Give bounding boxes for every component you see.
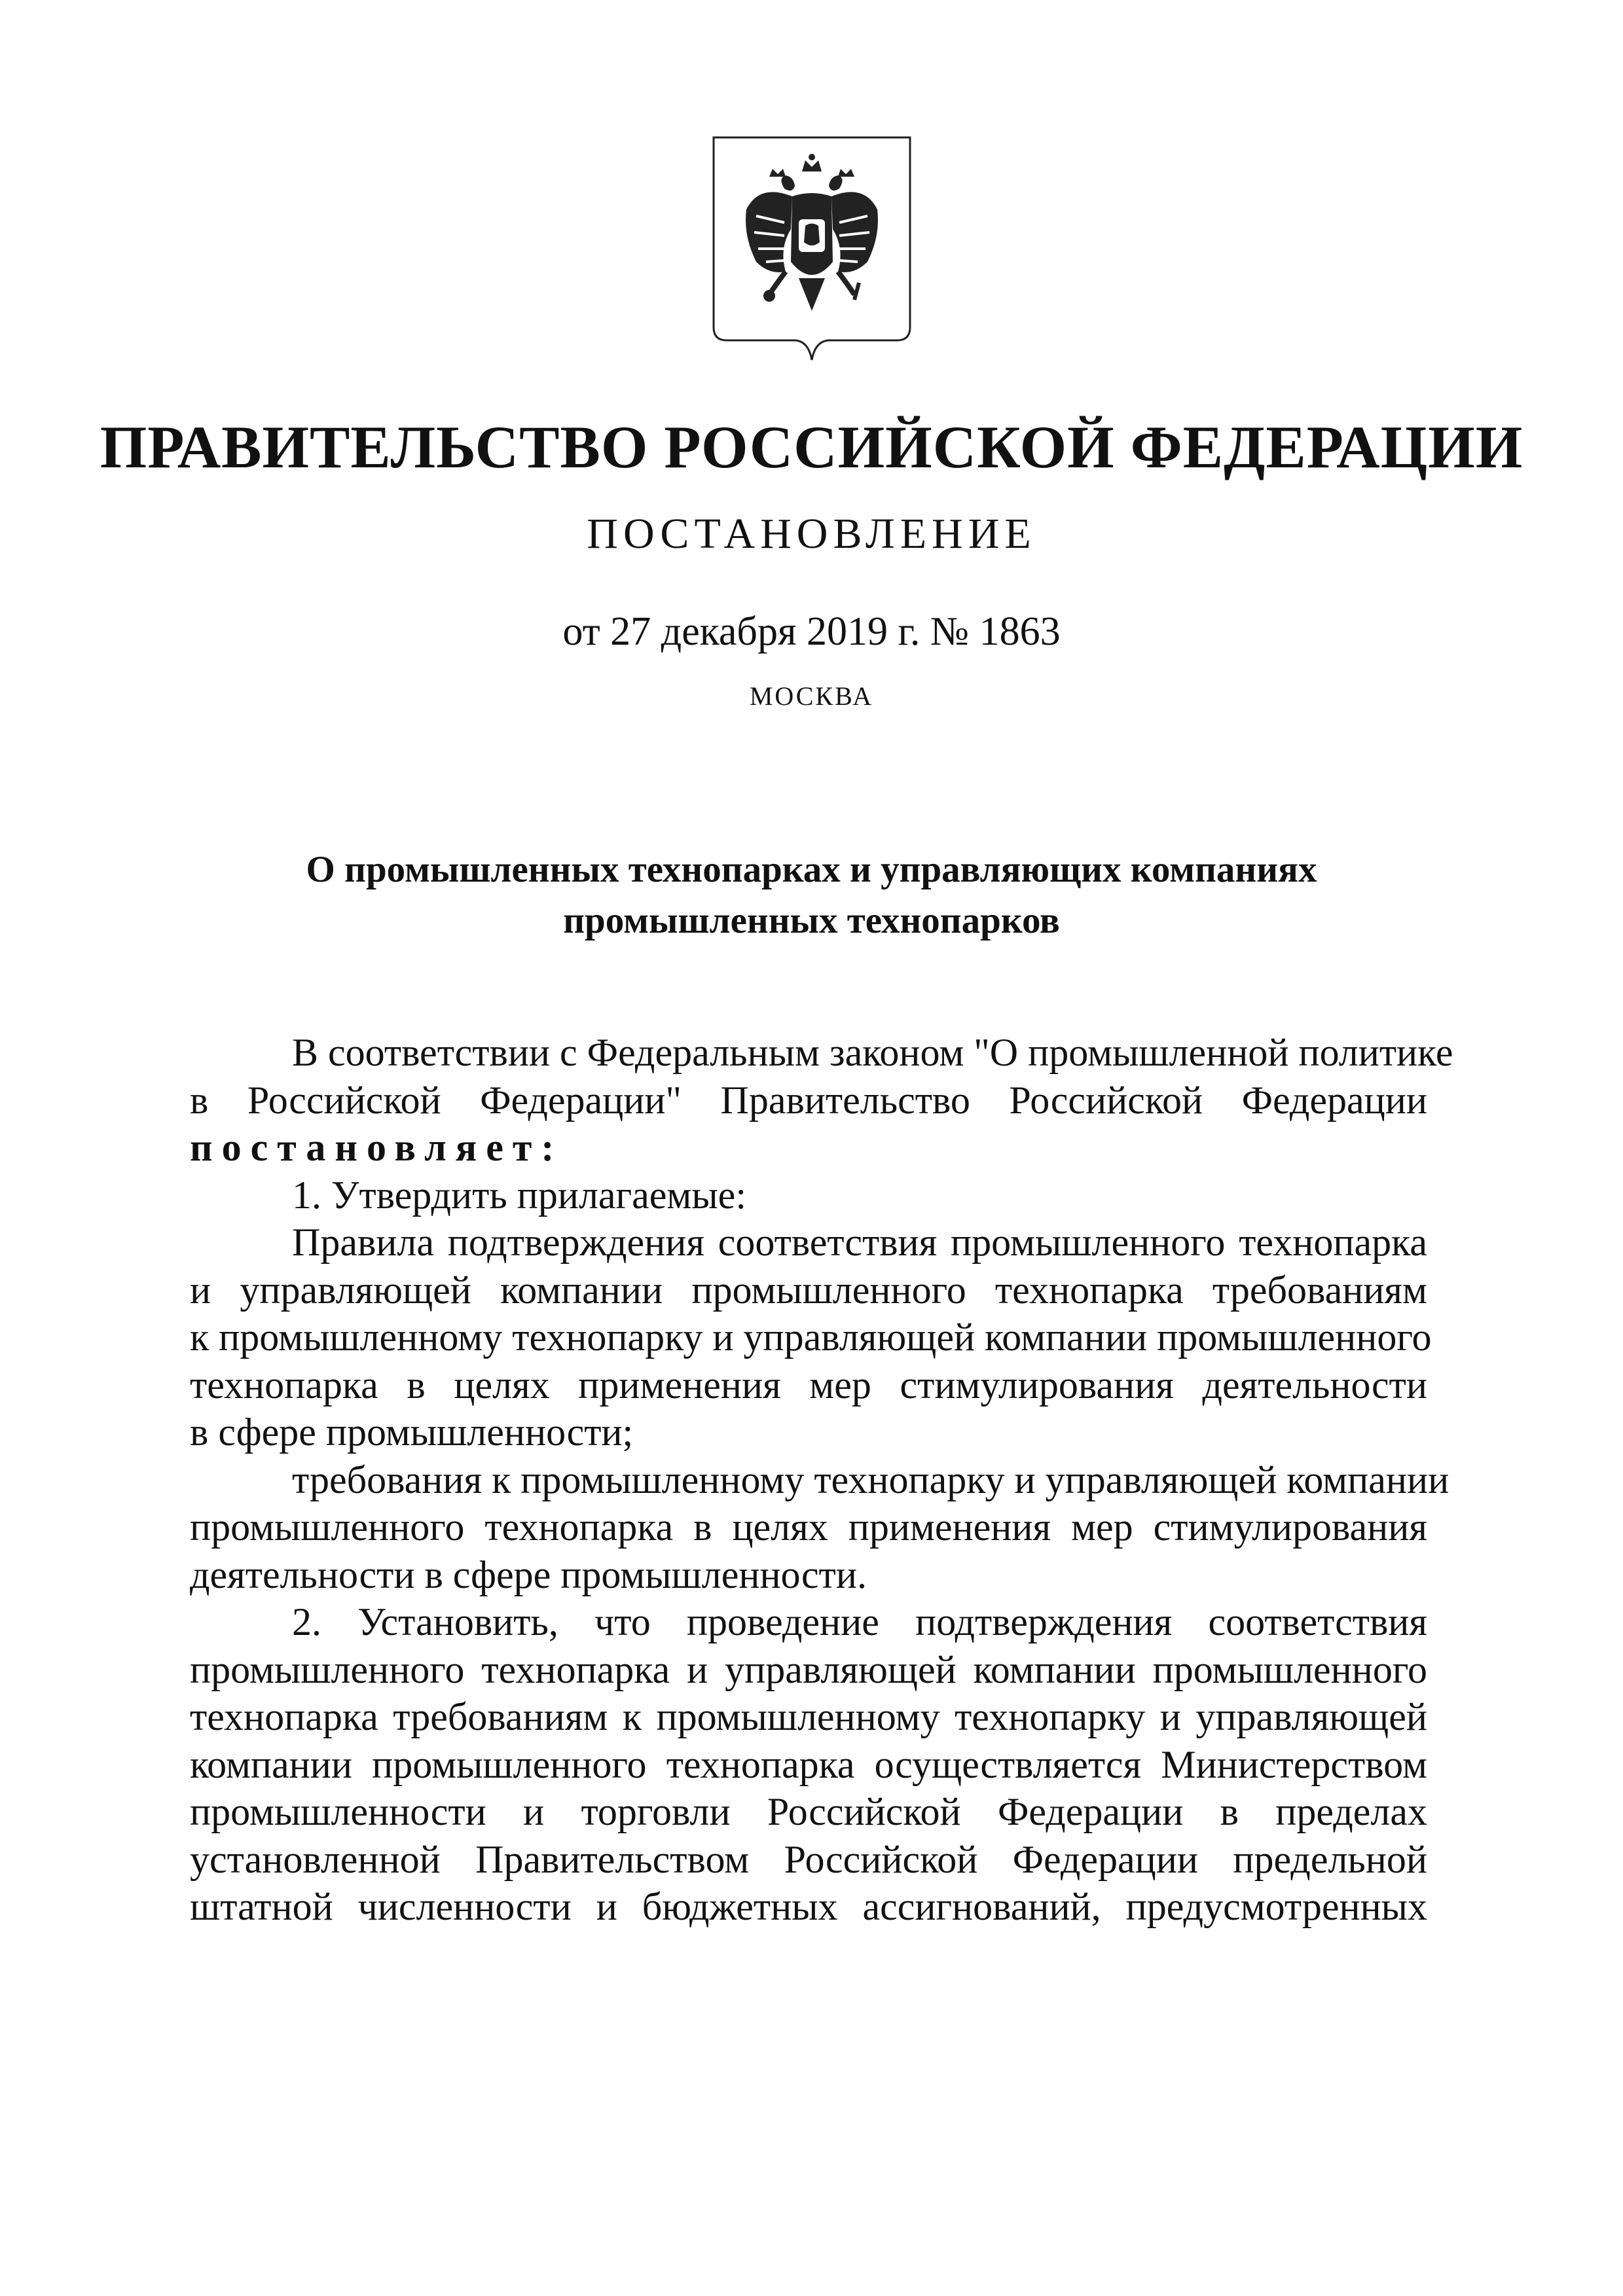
body-line: В соответствии с Федеральным законом "О промышленной политике xyxy=(292,1031,1453,1074)
coat-of-arms-icon xyxy=(707,131,917,367)
document-place: МОСКВА xyxy=(749,681,874,711)
subject-line: промышленных технопарков xyxy=(563,900,1060,941)
document-subject xyxy=(0,844,1623,946)
body-line: 1. Утвердить прилагаемые: xyxy=(292,1173,746,1217)
body-line: компании промышленного технопарка осуществляется Министерством xyxy=(190,1742,1427,1786)
body-line: технопарка в целях применения мер стимулирования деятельности xyxy=(190,1363,1427,1407)
body-line: в Российской Федерации" Правительство Российской Федерации xyxy=(190,1078,1427,1122)
document-type: ПОСТАНОВЛЕНИЕ xyxy=(587,510,1036,558)
document-date-number: от 27 декабря 2019 г. № 1863 xyxy=(562,609,1061,654)
body-line: промышленного технопарка в целях применения мер стимулирования xyxy=(190,1505,1427,1549)
document-body xyxy=(190,1029,1453,1931)
body-line: к промышленному технопарку и управляющей компании промышленного xyxy=(190,1316,1432,1359)
body-line: технопарка требованиям к промышленному технопарку и управляющей xyxy=(190,1695,1427,1738)
government-title: ПРАВИТЕЛЬСТВО РОССИЙСКОЙ ФЕДЕРАЦИИ xyxy=(100,414,1523,480)
body-line: требования к промышленному технопарку и управляющей компании xyxy=(292,1458,1450,1501)
subject-line: О промышленных технопарках и управляющих компаниях xyxy=(306,849,1317,890)
body-line-resolves: постановляет: xyxy=(190,1126,564,1169)
body-line: промышленности и торговли Российской Федерации в пределах xyxy=(190,1790,1427,1833)
body-line: штатной численности и бюджетных ассигнований, предусмотренных xyxy=(190,1885,1427,1928)
body-line: деятельности в сфере промышленности. xyxy=(190,1552,867,1596)
body-line: промышленного технопарка и управляющей компании промышленного xyxy=(190,1647,1427,1691)
body-line: установленной Правительством Российской Федерации предельной xyxy=(190,1837,1427,1881)
body-line: и управляющей компании промышленного технопарка требованиям xyxy=(190,1268,1427,1312)
body-line: Правила подтверждения соответствия промышленного технопарка xyxy=(292,1221,1427,1264)
body-line: в сфере промышленности; xyxy=(190,1410,634,1454)
body-line: 2. Установить, что проведение подтверждения соответствия xyxy=(292,1600,1427,1643)
